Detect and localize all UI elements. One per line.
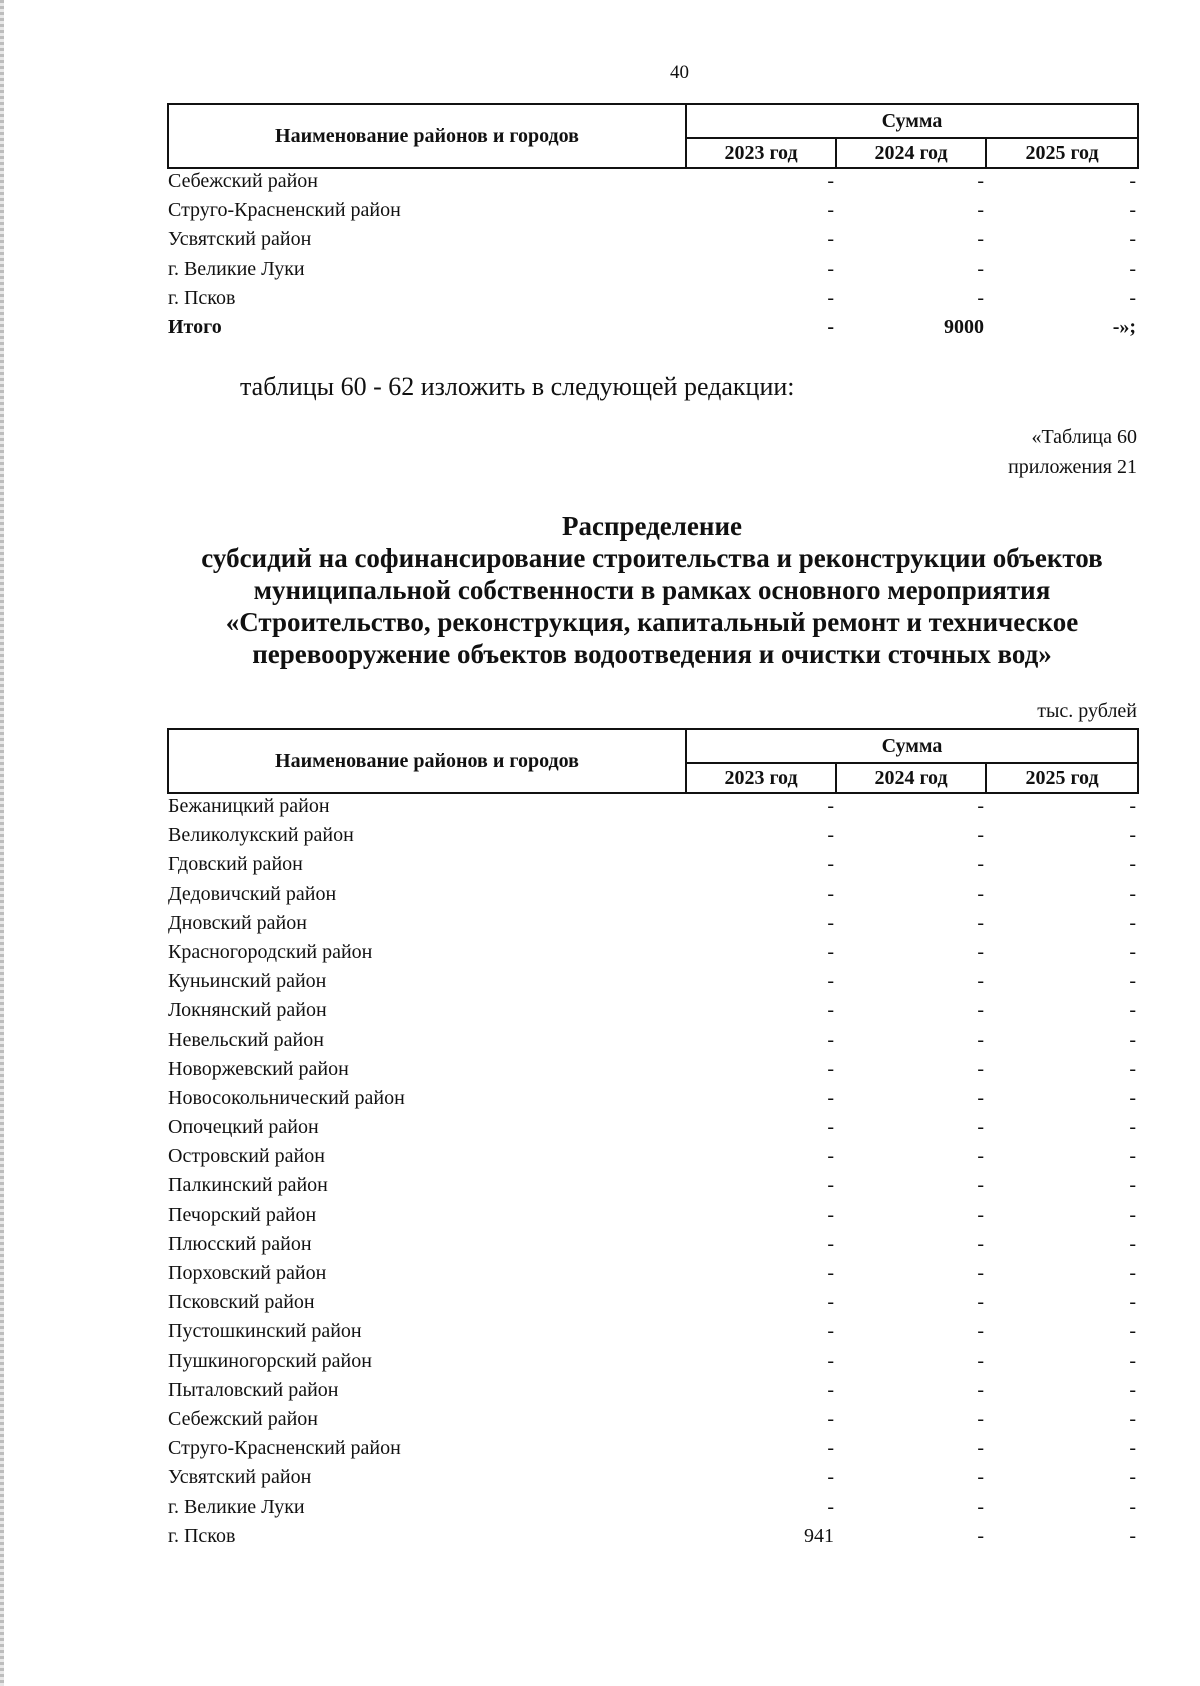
header-year-2025: 2025 год — [986, 763, 1138, 793]
value-2023: - — [827, 1145, 834, 1168]
district-name: Печорский район — [168, 1203, 317, 1226]
table-row — [168, 940, 1138, 969]
table-row — [168, 1495, 1138, 1524]
instruction-text: таблицы 60 - 62 изложить в следующей редакции: — [240, 372, 795, 401]
title-line3: муниципальной собственности в рамках основного мероприятия — [253, 575, 1051, 605]
value-2023: - — [827, 1349, 834, 1372]
value-2024: - — [977, 824, 984, 847]
title-line2: субсидий на софинансирование строительства и реконструкции объектов — [201, 543, 1103, 573]
value-2024: - — [977, 1086, 984, 1109]
table-reference-line2: приложения 21 — [1008, 456, 1137, 478]
value-2024: - — [977, 199, 984, 222]
value-2024: - — [977, 970, 984, 993]
value-2025: - — [1129, 170, 1137, 192]
district-name: Гдовский район — [168, 853, 303, 876]
value-2023: - — [827, 1086, 834, 1109]
value-2024: - — [977, 1524, 984, 1547]
value-2023: - — [827, 824, 834, 847]
value-2025: - — [1129, 970, 1137, 993]
value-2024: - — [977, 795, 984, 817]
value-2023: - — [827, 1232, 834, 1255]
units-label: тыс. рублей — [1037, 700, 1137, 722]
district-name: Себежский район — [168, 170, 318, 192]
header-sum: Сумма — [686, 729, 1138, 763]
header-name-column: Наименование районов и городов — [168, 104, 686, 168]
value-2025: - — [1129, 882, 1137, 905]
value-2023: - — [827, 882, 834, 905]
value-2024: - — [977, 911, 984, 934]
value-2024: - — [977, 257, 984, 280]
table-row — [168, 1028, 1138, 1057]
district-name: Невельский район — [168, 1028, 324, 1051]
value-2025: - — [1129, 1086, 1137, 1109]
title-line1: Распределение — [561, 511, 743, 541]
value-2023: - — [827, 999, 834, 1022]
value-2024: - — [977, 1437, 984, 1460]
table-row — [168, 1203, 1138, 1232]
table-row — [168, 227, 1138, 256]
value-2023: - — [827, 795, 834, 817]
header-year-2024: 2024 год — [836, 763, 986, 793]
value-2025: - — [1129, 1407, 1137, 1430]
value-2023: - — [827, 1174, 834, 1197]
table-row — [168, 257, 1138, 286]
district-name: Усвятский район — [168, 228, 312, 251]
value-2024: - — [977, 999, 984, 1022]
header-name-column: Наименование районов и городов — [168, 729, 686, 793]
district-name: Локнянский район — [168, 999, 327, 1022]
table-reference — [1008, 422, 1137, 482]
table-60 — [167, 728, 1139, 1553]
district-name: Усвятский район — [168, 1466, 312, 1489]
value-2025: - — [1129, 1116, 1137, 1139]
value-2023: - — [827, 1057, 834, 1080]
document-title — [167, 510, 1137, 670]
value-2025: - — [1129, 1203, 1137, 1226]
table-row — [168, 1057, 1138, 1086]
district-name: Великолукский район — [168, 824, 354, 847]
table-row — [168, 793, 1138, 823]
table-continuation-body — [168, 168, 1138, 315]
district-name: Новосокольнический район — [168, 1086, 405, 1109]
value-2025: - — [1129, 1232, 1137, 1255]
value-2023: - — [827, 1320, 834, 1343]
value-2023: - — [827, 286, 834, 309]
value-2023: - — [827, 1262, 834, 1284]
value-2023: - — [827, 199, 834, 222]
district-name: Псковский район — [168, 1291, 315, 1314]
total-label: Итого — [168, 315, 222, 338]
value-2024: - — [977, 170, 984, 192]
table-row — [168, 998, 1138, 1027]
value-2024: - — [977, 1495, 984, 1518]
district-name: Себежский район — [168, 1407, 318, 1430]
value-2024: - — [977, 1145, 984, 1168]
value-2024: - — [977, 1028, 984, 1051]
value-2025: - — [1129, 228, 1137, 251]
value-2025: - — [1129, 1028, 1137, 1051]
value-2025: - — [1129, 286, 1137, 309]
title-line4: «Строительство, реконструкция, капитальный ремонт и техническое — [225, 607, 1079, 637]
value-2025: - — [1129, 999, 1137, 1022]
value-2025: - — [1129, 1378, 1137, 1401]
value-2024: - — [977, 1291, 984, 1314]
value-2023: - — [827, 228, 834, 251]
value-2024: - — [977, 1203, 984, 1226]
value-2025: - — [1129, 824, 1137, 847]
table-row — [168, 882, 1138, 911]
district-name: Пыталовский район — [168, 1378, 339, 1401]
district-name: Порховский район — [168, 1262, 327, 1284]
value-2025: - — [1129, 853, 1137, 876]
table-row — [168, 1319, 1138, 1348]
district-name: Пустошкинский район — [168, 1320, 362, 1343]
header-year-2024: 2024 год — [836, 138, 986, 168]
value-2025: - — [1129, 257, 1137, 280]
value-2024: - — [977, 286, 984, 309]
total-value-2024: 9000 — [944, 315, 984, 338]
table-row — [168, 286, 1138, 315]
value-2024: - — [977, 1466, 984, 1489]
district-name: Островский район — [168, 1145, 325, 1168]
table-row — [168, 852, 1138, 881]
value-2025: - — [1129, 1495, 1137, 1518]
total-value-2025: -»; — [1112, 315, 1137, 338]
table-row — [168, 1232, 1138, 1261]
value-2025: - — [1129, 1057, 1137, 1080]
value-2023: 941 — [804, 1524, 834, 1547]
page-number-text: 40 — [670, 62, 689, 83]
value-2024: - — [977, 1320, 984, 1343]
value-2023: - — [827, 940, 834, 963]
value-2025: - — [1129, 1262, 1137, 1284]
table-row — [168, 911, 1138, 940]
table-row — [168, 168, 1138, 198]
value-2024: - — [977, 228, 984, 251]
table-row — [168, 1436, 1138, 1465]
value-2023: - — [827, 170, 834, 192]
value-2024: - — [977, 1232, 984, 1255]
value-2025: - — [1129, 1174, 1137, 1197]
district-name: Палкинский район — [168, 1174, 328, 1197]
value-2024: - — [977, 1057, 984, 1080]
value-2025: - — [1129, 1145, 1137, 1168]
value-2025: - — [1129, 911, 1137, 934]
header-year-2023: 2023 год — [686, 138, 836, 168]
table-row — [168, 1261, 1138, 1290]
value-2024: - — [977, 1174, 984, 1197]
value-2025: - — [1129, 1291, 1137, 1314]
title-line5: перевооружение объектов водоотведения и очистки сточных вод» — [252, 639, 1052, 669]
table-row — [168, 1115, 1138, 1144]
value-2023: - — [827, 1203, 834, 1226]
district-name: г. Псков — [168, 1524, 236, 1547]
value-2023: - — [827, 853, 834, 876]
value-2023: - — [827, 1378, 834, 1401]
district-name: г. Псков — [168, 286, 236, 309]
district-name: Бежаницкий район — [168, 795, 330, 817]
value-2023: - — [827, 1437, 834, 1460]
value-2025: - — [1129, 1320, 1137, 1343]
table-row — [168, 1378, 1138, 1407]
value-2023: - — [827, 1291, 834, 1314]
value-2023: - — [827, 1407, 834, 1430]
value-2024: - — [977, 1378, 984, 1401]
table-row — [168, 1407, 1138, 1436]
table-row — [168, 969, 1138, 998]
district-name: г. Великие Луки — [168, 1495, 305, 1518]
table-row — [168, 1465, 1138, 1494]
table-continuation — [167, 103, 1139, 344]
district-name: Плюсский район — [168, 1232, 312, 1255]
value-2023: - — [827, 1466, 834, 1489]
total-value-2023: - — [827, 315, 834, 338]
table-row — [168, 1144, 1138, 1173]
district-name: г. Великие Луки — [168, 257, 305, 280]
value-2024: - — [977, 1116, 984, 1139]
value-2023: - — [827, 1495, 834, 1518]
value-2024: - — [977, 853, 984, 876]
table-60-body — [168, 793, 1138, 1553]
header-year-2023: 2023 год — [686, 763, 836, 793]
value-2024: - — [977, 882, 984, 905]
table-row — [168, 198, 1138, 227]
table-row — [168, 1290, 1138, 1319]
value-2023: - — [827, 257, 834, 280]
district-name: Опочецкий район — [168, 1116, 319, 1139]
district-name: Новоржевский район — [168, 1057, 349, 1080]
district-name: Куньинский район — [168, 970, 327, 993]
value-2023: - — [827, 1028, 834, 1051]
value-2024: - — [977, 940, 984, 963]
value-2024: - — [977, 1262, 984, 1284]
table-row — [168, 823, 1138, 852]
value-2023: - — [827, 970, 834, 993]
header-year-2025: 2025 год — [986, 138, 1138, 168]
value-2025: - — [1129, 199, 1137, 222]
district-name: Струго-Красненский район — [168, 1437, 401, 1460]
table-row — [168, 1524, 1138, 1553]
district-name: Красногородский район — [168, 940, 373, 963]
value-2024: - — [977, 1407, 984, 1430]
header-sum: Сумма — [686, 104, 1138, 138]
table-row — [168, 1173, 1138, 1202]
total-row — [168, 315, 1138, 344]
district-name: Дедовичский район — [168, 882, 337, 905]
value-2024: - — [977, 1349, 984, 1372]
scan-edge — [0, 0, 4, 1686]
district-name: Струго-Красненский район — [168, 199, 401, 222]
value-2025: - — [1129, 940, 1137, 963]
value-2023: - — [827, 1116, 834, 1139]
district-name: Дновский район — [168, 911, 307, 934]
value-2025: - — [1129, 1437, 1137, 1460]
value-2025: - — [1129, 1466, 1137, 1489]
value-2025: - — [1129, 1524, 1137, 1547]
table-row — [168, 1086, 1138, 1115]
value-2025: - — [1129, 1349, 1137, 1372]
value-2023: - — [827, 911, 834, 934]
value-2025: - — [1129, 795, 1137, 817]
table-reference-line1: «Таблица 60 — [1031, 426, 1137, 448]
table-row — [168, 1349, 1138, 1378]
district-name: Пушкиногорский район — [168, 1349, 372, 1372]
